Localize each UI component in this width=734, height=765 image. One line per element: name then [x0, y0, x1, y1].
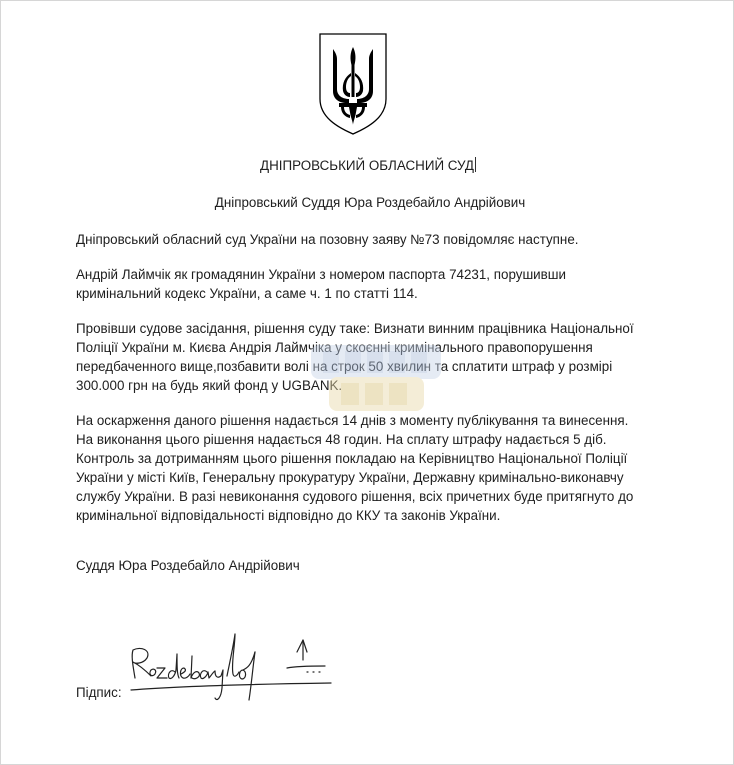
court-title: [1, 156, 734, 175]
trident-coat-of-arms-icon: [319, 33, 387, 135]
paragraph-defendant: Андрій Лаймчік як громадянин України з номером паспорта 74231, порушивши кримінальний кодекс України, а саме ч. 1 по статті 114.: [76, 267, 566, 301]
judge-signature-line: Суддя Юра Роздебайло Андрійович: [76, 558, 300, 573]
judge-header-line: Дніпровський Суддя Юра Роздебайло Андрійович: [214, 195, 526, 210]
paragraph-verdict: Провівши судове засідання, рішення суду таке: Визнати винним працівника Національної Поліції України м. Києва Андрія Лаймчіка у скоєнні кримінального правопорушення передбаченного вище,позбавити волі на строк 50 хвилин та сплатити штраф у розмірі 300.000 грн на будь який фонд у UGBANK.: [76, 321, 634, 393]
signature-label: Підпис:: [76, 685, 122, 700]
paragraph-appeal-terms: На оскарження даного рішення надається 14 днів з моменту публікування та винесення. На виконання цього рішення надається 48 годин. На сплату штрафу надається 5 діб. Контроль за дотриманням цього рішення покладаю на Керівництво Національної Поліції України у місті Київ, Генеральну прокуратуру України, Державну кримінально-виконавчу службу України. В разі невиконання судового рішення, всіх причетних буде притягнуто до кримінальної відповідальності відповідно до ККУ та законів України.: [76, 413, 634, 523]
handwritten-signature: [121, 626, 341, 708]
text-cursor: [475, 157, 476, 172]
paragraph-intro: Дніпровський обласний суд України на позовну заяву №73 повідомляє наступне.: [76, 232, 579, 247]
court-title-text: ДНІПРОВСЬКИЙ ОБЛАСНИЙ СУД: [260, 158, 474, 173]
